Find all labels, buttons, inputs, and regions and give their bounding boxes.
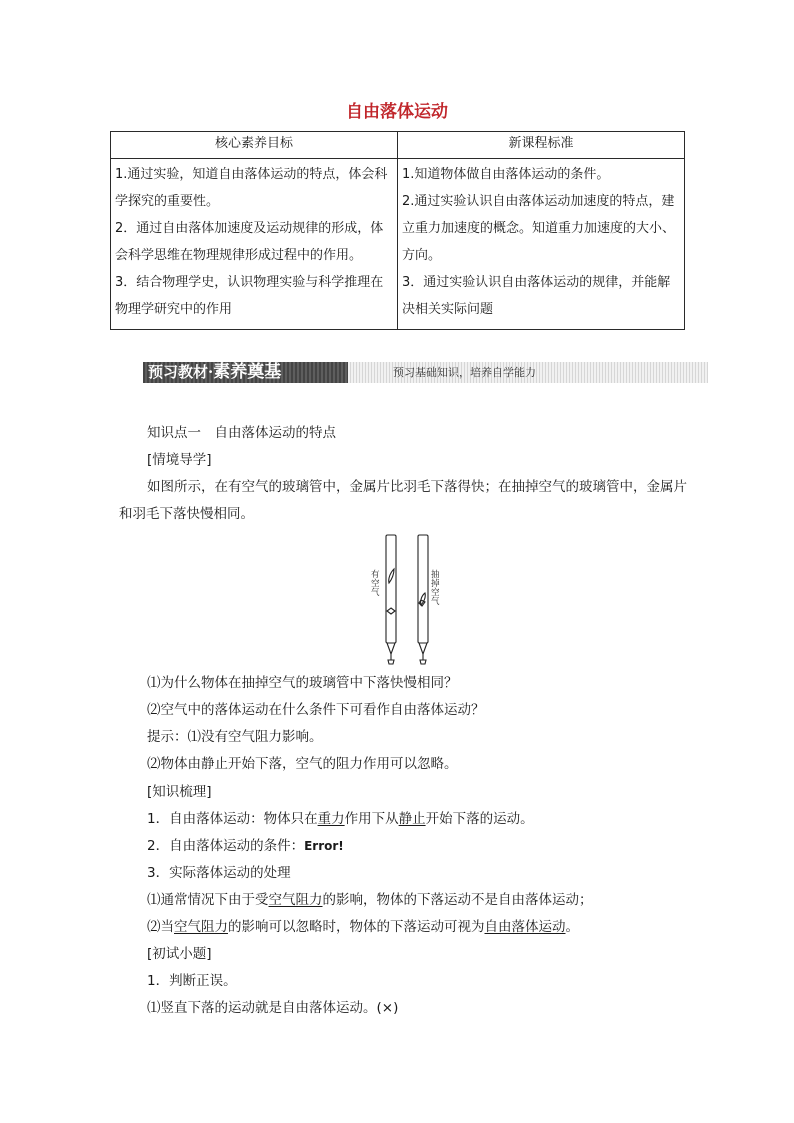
text-span: 的影响可以忽略时，物体的下落运动可视为 [228, 919, 485, 935]
summary-item-1 [147, 810, 534, 828]
tube-with-air [386, 535, 396, 643]
summary-item-3a [147, 891, 593, 909]
tube-stopcock [387, 643, 395, 654]
text-span: ⑵当 [147, 919, 174, 935]
banner-tag [148, 361, 281, 384]
header-curriculum-standards: 新课程标准 [398, 132, 685, 159]
core-goals-cell [111, 159, 398, 330]
text-span: 1．自由落体运动：物体只在 [147, 811, 318, 827]
standard-item: 3．通过实验认识自由落体运动的规律，并能解决相关实际问题 [402, 275, 671, 317]
answer-blank: 空气阻力 [174, 919, 228, 935]
banner-tag-box [143, 362, 348, 383]
text-span: 开始下落的运动。 [425, 811, 534, 827]
core-goal-item: 1.通过实验，知道自由落体运动的特点，体会科学探究的重要性。 [115, 167, 388, 209]
summary-item-2 [147, 837, 344, 855]
quiz-item-1a: ⑴竖直下落的运动就是自由落体运动。(×) [147, 1000, 399, 1016]
label-vacuum: 抽掉空气 [431, 570, 440, 607]
answer-blank: 重力 [317, 811, 345, 827]
banner-tag-emphasis: 素养奠基 [213, 362, 282, 382]
text-span: 。 [565, 919, 579, 935]
hint-1: 提示：⑴没有空气阻力影响。 [147, 729, 323, 745]
error-marker: Error! [304, 839, 344, 853]
curriculum-standards-cell [398, 159, 685, 330]
text-span: 的影响，物体的下落运动不是自由落体运动； [322, 892, 593, 908]
summary-item-3: 3．实际落体运动的处理 [147, 865, 291, 881]
intro-label: [情境导学] [147, 452, 212, 468]
standard-item: 1.知道物体做自由落体运动的条件。 [402, 167, 610, 182]
metal-piece-icon [387, 608, 395, 614]
summary-label: [知识梳理] [147, 784, 212, 800]
label-with-air: 有空气 [371, 570, 380, 598]
intro-paragraph [119, 474, 689, 528]
table-header-row [111, 132, 685, 159]
core-goal-item: 2．通过自由落体加速度及运动规律的形成，体会科学思维在物理规律形成过程中的作用。 [115, 221, 384, 263]
question-1: ⑴为什么物体在抽掉空气的玻璃管中下落快慢相同？ [147, 675, 458, 691]
answer-blank: 静止 [398, 811, 426, 827]
glass-tube-figure [369, 533, 449, 668]
text-span: 2．自由落体运动的条件： [147, 838, 305, 854]
answer-blank: 自由落体运动 [484, 919, 566, 935]
standard-item: 2.通过实验认识自由落体运动加速度的特点，建立重力加速度的概念。知道重力加速度的大小、方向。 [402, 194, 676, 263]
section-banner [143, 362, 708, 383]
header-core-goals: 核心素养目标 [111, 132, 398, 159]
feather-icon [389, 569, 394, 583]
table-row [111, 159, 685, 330]
intro-text: 如图所示，在有空气的玻璃管中，金属片比羽毛下落得快；在抽掉空气的玻璃管中，金属片和羽毛下落快慢相同。 [119, 479, 687, 522]
text-span: ⑴通常情况下由于受 [147, 892, 269, 908]
hint-2: ⑵物体由静止开始下落，空气的阻力作用可以忽略。 [147, 756, 458, 772]
core-goal-item: 3．结合物理学史，认识物理实验与科学推理在物理学研究中的作用 [115, 275, 384, 317]
banner-subtitle: 预习基础知识，培养自学能力 [393, 366, 536, 379]
goals-table [110, 131, 685, 330]
tube-stopcock [419, 643, 427, 654]
tube-vacuum [418, 535, 428, 643]
quiz-item-1: 1．判断正误。 [147, 973, 237, 989]
answer-blank: 空气阻力 [268, 892, 323, 908]
section-heading: 知识点一 自由落体运动的特点 [147, 425, 336, 441]
quiz-label: [初试小题] [147, 946, 212, 962]
banner-tag-part: 预习教材· [148, 363, 214, 381]
summary-item-3b [147, 918, 579, 936]
text-span: 作用下从 [344, 811, 399, 827]
document-title: 自由落体运动 [346, 102, 448, 122]
question-2: ⑵空气中的落体运动在什么条件下可看作自由落体运动？ [147, 702, 485, 718]
